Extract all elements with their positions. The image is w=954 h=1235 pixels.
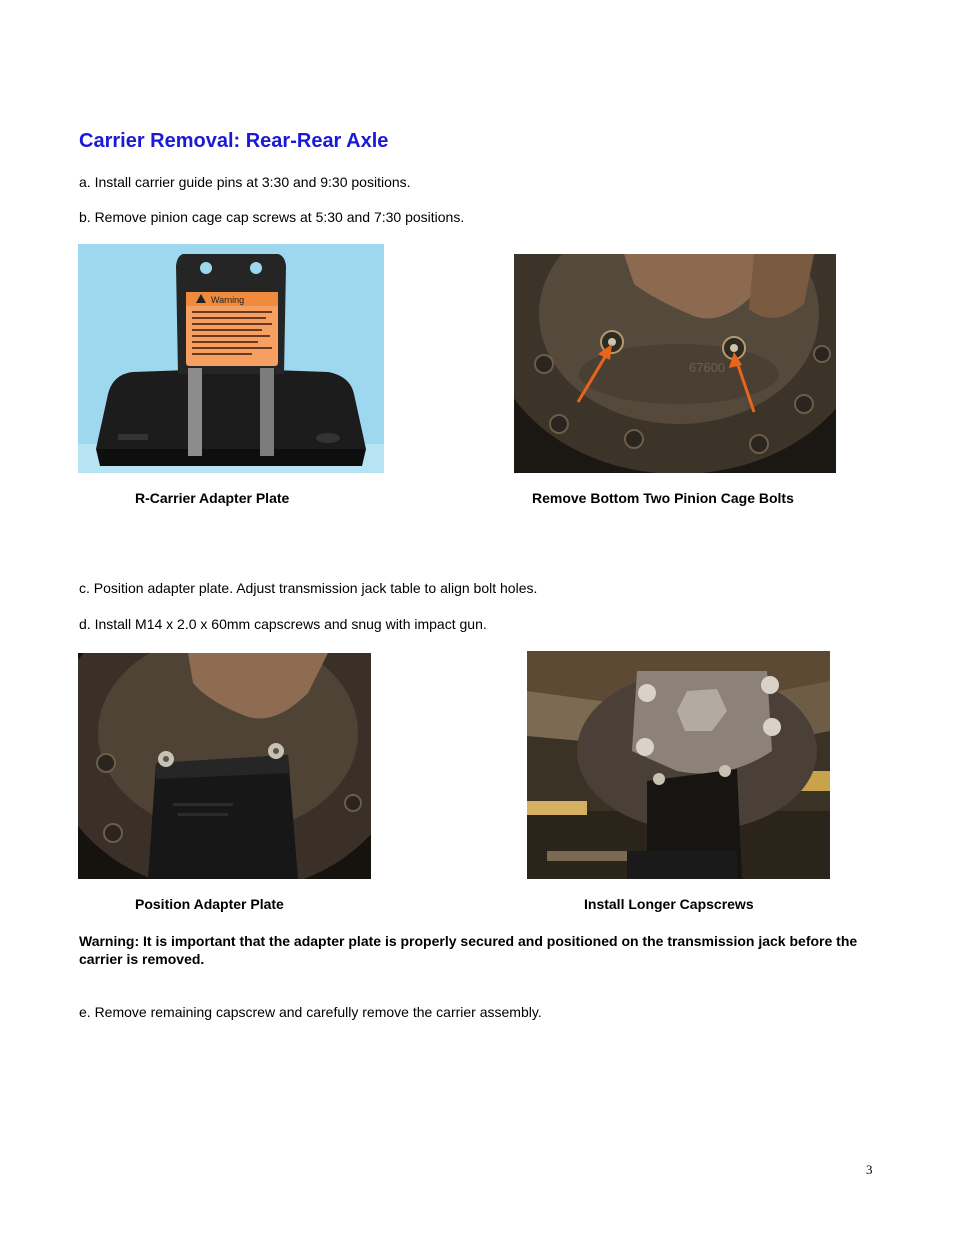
position-adapter-plate-photo xyxy=(78,653,371,879)
step-d: d. Install M14 x 2.0 x 60mm capscrews and snug with impact gun. xyxy=(79,616,487,632)
casting-stamp-text: 67600 xyxy=(689,360,726,375)
page-number: 3 xyxy=(866,1162,873,1177)
caption-pinion-cage-bolts: Remove Bottom Two Pinion Cage Bolts xyxy=(532,490,794,506)
step-c: c. Position adapter plate. Adjust transmission jack table to align bolt holes. xyxy=(79,580,538,596)
warning-note: Warning: It is important that the adapter plate is properly secured and positioned on the transmission jack before the carrier is removed. xyxy=(79,933,858,967)
pinion-cage-bolts-photo xyxy=(514,254,836,473)
caption-adapter-plate: R-Carrier Adapter Plate xyxy=(135,490,290,506)
longer-capscrews-photo xyxy=(527,651,830,879)
adapter-plate-photo xyxy=(78,244,384,473)
caption-position-adapter-plate: Position Adapter Plate xyxy=(135,896,284,912)
section-title: Carrier Removal: Rear-Rear Axle xyxy=(79,130,389,152)
step-a: a. Install carrier guide pins at 3:30 and 9:30 positions. xyxy=(79,174,411,190)
step-b: b. Remove pinion cage cap screws at 5:30 and 7:30 positions. xyxy=(79,209,465,225)
caption-longer-capscrews: Install Longer Capscrews xyxy=(584,896,754,912)
warning-label-text: Warning xyxy=(211,295,245,305)
step-e: e. Remove remaining capscrew and carefully remove the carrier assembly. xyxy=(79,1004,542,1020)
